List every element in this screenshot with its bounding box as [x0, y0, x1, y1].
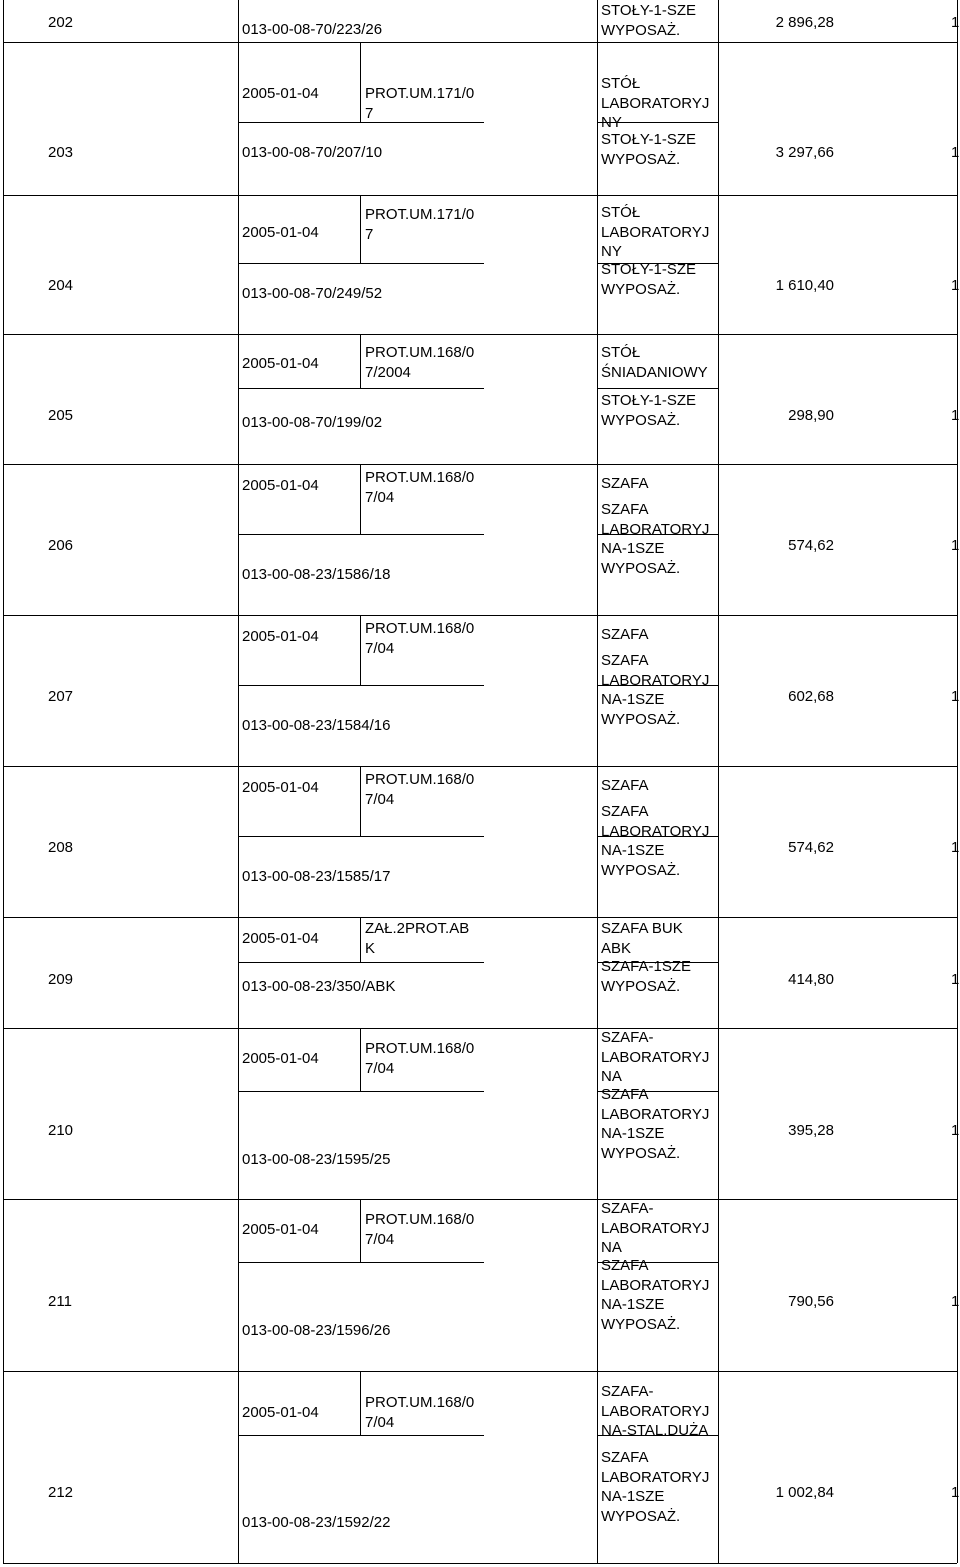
item-category: STOŁY-1-SZE: [601, 2, 697, 19]
inventory-code: 013-00-08-23/1592/22: [242, 1514, 391, 1531]
item-category: NA-1SZE: [601, 1125, 665, 1142]
document-reference: ZAŁ.2PROT.AB: [365, 920, 470, 937]
row-number: 203: [48, 144, 74, 161]
item-name: LABORATORYJ: [601, 94, 710, 112]
document-reference: 7/04: [365, 790, 395, 808]
desc-split-line: [238, 263, 484, 264]
item-name: LABORATORYJ: [601, 1219, 710, 1237]
doc-divider: [360, 615, 361, 685]
doc-divider: [360, 195, 361, 263]
item-quantity: 1: [951, 144, 960, 161]
entry-date: 2005-01-04: [242, 628, 319, 645]
table-border-left: [3, 0, 4, 1563]
item-quantity: 1: [951, 537, 960, 554]
document-reference: PROT.UM.168/0: [365, 620, 475, 637]
item-category: LABORATORYJ: [601, 1276, 710, 1294]
item-category: WYPOSAŻ.: [601, 559, 681, 577]
item-name: SZAFA-: [601, 1029, 654, 1046]
doc-divider: [360, 464, 361, 534]
doc-divider: [360, 1028, 361, 1091]
item-category: LABORATORYJ: [601, 822, 710, 840]
item-quantity: 1: [951, 1122, 960, 1139]
inventory-code: 013-00-08-23/1596/26: [242, 1322, 391, 1339]
document-reference: 7/04: [365, 1413, 395, 1431]
inventory-code: 013-00-08-70/223/26: [242, 21, 383, 38]
item-name: STÓŁ: [601, 75, 641, 92]
row-number: 206: [48, 537, 74, 554]
document-reference: PROT.UM.168/0: [365, 1394, 475, 1411]
item-value: 574,62: [788, 839, 834, 856]
inventory-code: 013-00-08-70/249/52: [242, 285, 383, 302]
item-name: NA-STAL.DUŻA: [601, 1422, 709, 1439]
inventory-code: 013-00-08-23/1595/25: [242, 1151, 391, 1168]
item-category: SZAFA: [601, 803, 649, 820]
item-quantity: 1: [951, 1484, 960, 1501]
item-quantity: 1: [951, 688, 960, 705]
entry-date: 2005-01-04: [242, 355, 319, 372]
item-category: SZAFA: [601, 1086, 649, 1103]
item-category: SZAFA: [601, 652, 649, 669]
doc-divider: [360, 42, 361, 122]
desc-split-line: [597, 388, 718, 389]
row-number: 207: [48, 688, 74, 705]
row-separator: [3, 195, 957, 196]
item-category: SZAFA: [601, 1449, 649, 1466]
entry-date: 2005-01-04: [242, 1221, 319, 1238]
col-divider-doc: [597, 0, 598, 1563]
row-number: 204: [48, 277, 74, 294]
document-reference: PROT.UM.168/0: [365, 1040, 475, 1057]
row-number: 209: [48, 971, 74, 988]
item-category: WYPOSAŻ.: [601, 1507, 681, 1525]
row-separator: [3, 334, 957, 335]
entry-date: 2005-01-04: [242, 85, 319, 102]
item-value: 602,68: [788, 688, 834, 705]
entry-date: 2005-01-04: [242, 1404, 319, 1421]
entry-date: 2005-01-04: [242, 930, 319, 947]
row-separator: [3, 917, 957, 918]
item-quantity: 1: [951, 407, 960, 424]
item-category: STOŁY-1-SZE: [601, 261, 697, 278]
item-value: 574,62: [788, 537, 834, 554]
entry-date: 2005-01-04: [242, 779, 319, 796]
item-name: NY: [601, 114, 622, 131]
item-value: 1 610,40: [775, 277, 834, 294]
document-reference: PROT.UM.171/0: [365, 206, 475, 223]
item-category: WYPOSAŻ.: [601, 861, 681, 879]
item-name: SZAFA: [601, 475, 649, 492]
document-reference: 7: [365, 225, 374, 243]
desc-split-line: [238, 1262, 484, 1263]
item-category: LABORATORYJ: [601, 1468, 710, 1486]
item-name: LABORATORYJ: [601, 223, 710, 241]
item-value: 3 297,66: [775, 144, 834, 161]
row-number: 202: [48, 14, 74, 31]
col-divider-desc: [718, 0, 719, 1563]
item-quantity: 1: [951, 14, 960, 31]
item-name: ŚNIADANIOWY: [601, 363, 708, 381]
item-category: WYPOSAŻ.: [601, 21, 681, 39]
item-value: 298,90: [788, 407, 834, 424]
item-category: WYPOSAŻ.: [601, 1144, 681, 1162]
item-value: 414,80: [788, 971, 834, 988]
item-value: 790,56: [788, 1293, 834, 1310]
doc-divider: [360, 766, 361, 836]
document-reference: 7: [365, 104, 374, 122]
item-category: SZAFA: [601, 1257, 649, 1274]
document-reference: K: [365, 939, 376, 957]
item-name: SZAFA BUK: [601, 920, 683, 937]
item-name: ABK: [601, 939, 632, 957]
item-name: NA: [601, 1239, 622, 1256]
row-number: 212: [48, 1484, 74, 1501]
row-number: 211: [48, 1293, 72, 1310]
item-category: LABORATORYJ: [601, 671, 710, 689]
item-quantity: 1: [951, 1293, 960, 1310]
col-divider-no: [238, 0, 239, 1563]
item-category: NA-1SZE: [601, 540, 665, 557]
entry-date: 2005-01-04: [242, 477, 319, 494]
item-category: NA-1SZE: [601, 1296, 665, 1313]
row-number: 208: [48, 839, 74, 856]
item-name: SZAFA: [601, 777, 649, 794]
row-separator: [3, 1563, 957, 1564]
item-category: WYPOSAŻ.: [601, 1315, 681, 1333]
document-reference: PROT.UM.168/0: [365, 771, 475, 788]
entry-date: 2005-01-04: [242, 1050, 319, 1067]
row-separator: [3, 1371, 957, 1372]
inventory-code: 013-00-08-23/350/ABK: [242, 978, 396, 995]
doc-divider: [360, 917, 361, 962]
item-value: 2 896,28: [775, 14, 834, 31]
item-quantity: 1: [951, 971, 960, 988]
row-number: 210: [48, 1122, 74, 1139]
item-name: NA: [601, 1068, 622, 1085]
row-separator: [3, 42, 957, 43]
row-separator: [3, 766, 957, 767]
row-separator: [3, 464, 957, 465]
inventory-code: 013-00-08-23/1586/18: [242, 566, 391, 583]
document-reference: 7/04: [365, 639, 395, 657]
desc-split-line: [238, 534, 484, 535]
row-separator: [3, 1028, 957, 1029]
document-reference: PROT.UM.168/0: [365, 469, 475, 486]
doc-divider: [360, 1199, 361, 1262]
item-category: WYPOSAŻ.: [601, 150, 681, 168]
item-name: SZAFA: [601, 626, 649, 643]
item-category: LABORATORYJ: [601, 520, 710, 538]
item-category: SZAFA-1SZE: [601, 958, 692, 975]
document-reference: 7/2004: [365, 363, 411, 381]
item-category: WYPOSAŻ.: [601, 977, 681, 995]
item-category: WYPOSAŻ.: [601, 710, 681, 728]
item-category: WYPOSAŻ.: [601, 280, 681, 298]
table-border-right: [957, 0, 958, 1563]
entry-date: 2005-01-04: [242, 224, 319, 241]
item-name: LABORATORYJ: [601, 1402, 710, 1420]
item-category: STOŁY-1-SZE: [601, 392, 697, 409]
inventory-code: 013-00-08-23/1584/16: [242, 717, 391, 734]
document-reference: 7/04: [365, 1059, 395, 1077]
desc-split-line: [238, 1091, 484, 1092]
item-quantity: 1: [951, 277, 960, 294]
item-name: STÓŁ: [601, 344, 641, 361]
desc-split-line: [238, 1435, 484, 1436]
item-category: NA-1SZE: [601, 1488, 665, 1505]
document-reference: 7/04: [365, 488, 395, 506]
row-separator: [3, 1199, 957, 1200]
item-category: STOŁY-1-SZE: [601, 131, 697, 148]
item-category: LABORATORYJ: [601, 1105, 710, 1123]
desc-split-line: [238, 388, 484, 389]
item-name: SZAFA-: [601, 1383, 654, 1400]
item-name: STÓŁ: [601, 204, 641, 221]
row-number: 205: [48, 407, 74, 424]
inventory-code: 013-00-08-23/1585/17: [242, 868, 391, 885]
item-category: NA-1SZE: [601, 691, 665, 708]
item-category: WYPOSAŻ.: [601, 411, 681, 429]
item-value: 1 002,84: [775, 1484, 834, 1501]
row-separator: [3, 615, 957, 616]
item-value: 395,28: [788, 1122, 834, 1139]
document-reference: PROT.UM.168/0: [365, 344, 475, 361]
desc-split-line: [238, 962, 484, 963]
item-category: NA-1SZE: [601, 842, 665, 859]
document-reference: 7/04: [365, 1230, 395, 1248]
item-name: LABORATORYJ: [601, 1048, 710, 1066]
document-reference: PROT.UM.171/0: [365, 85, 475, 102]
document-reference: PROT.UM.168/0: [365, 1211, 475, 1228]
item-category: SZAFA: [601, 501, 649, 518]
desc-split-line: [238, 836, 484, 837]
desc-split-line: [238, 685, 484, 686]
item-name: SZAFA-: [601, 1200, 654, 1217]
item-quantity: 1: [951, 839, 960, 856]
doc-divider: [360, 334, 361, 388]
inventory-code: 013-00-08-70/207/10: [242, 144, 383, 161]
inventory-code: 013-00-08-70/199/02: [242, 414, 383, 431]
desc-split-line: [238, 122, 484, 123]
item-name: NY: [601, 243, 622, 260]
doc-divider: [360, 1371, 361, 1435]
